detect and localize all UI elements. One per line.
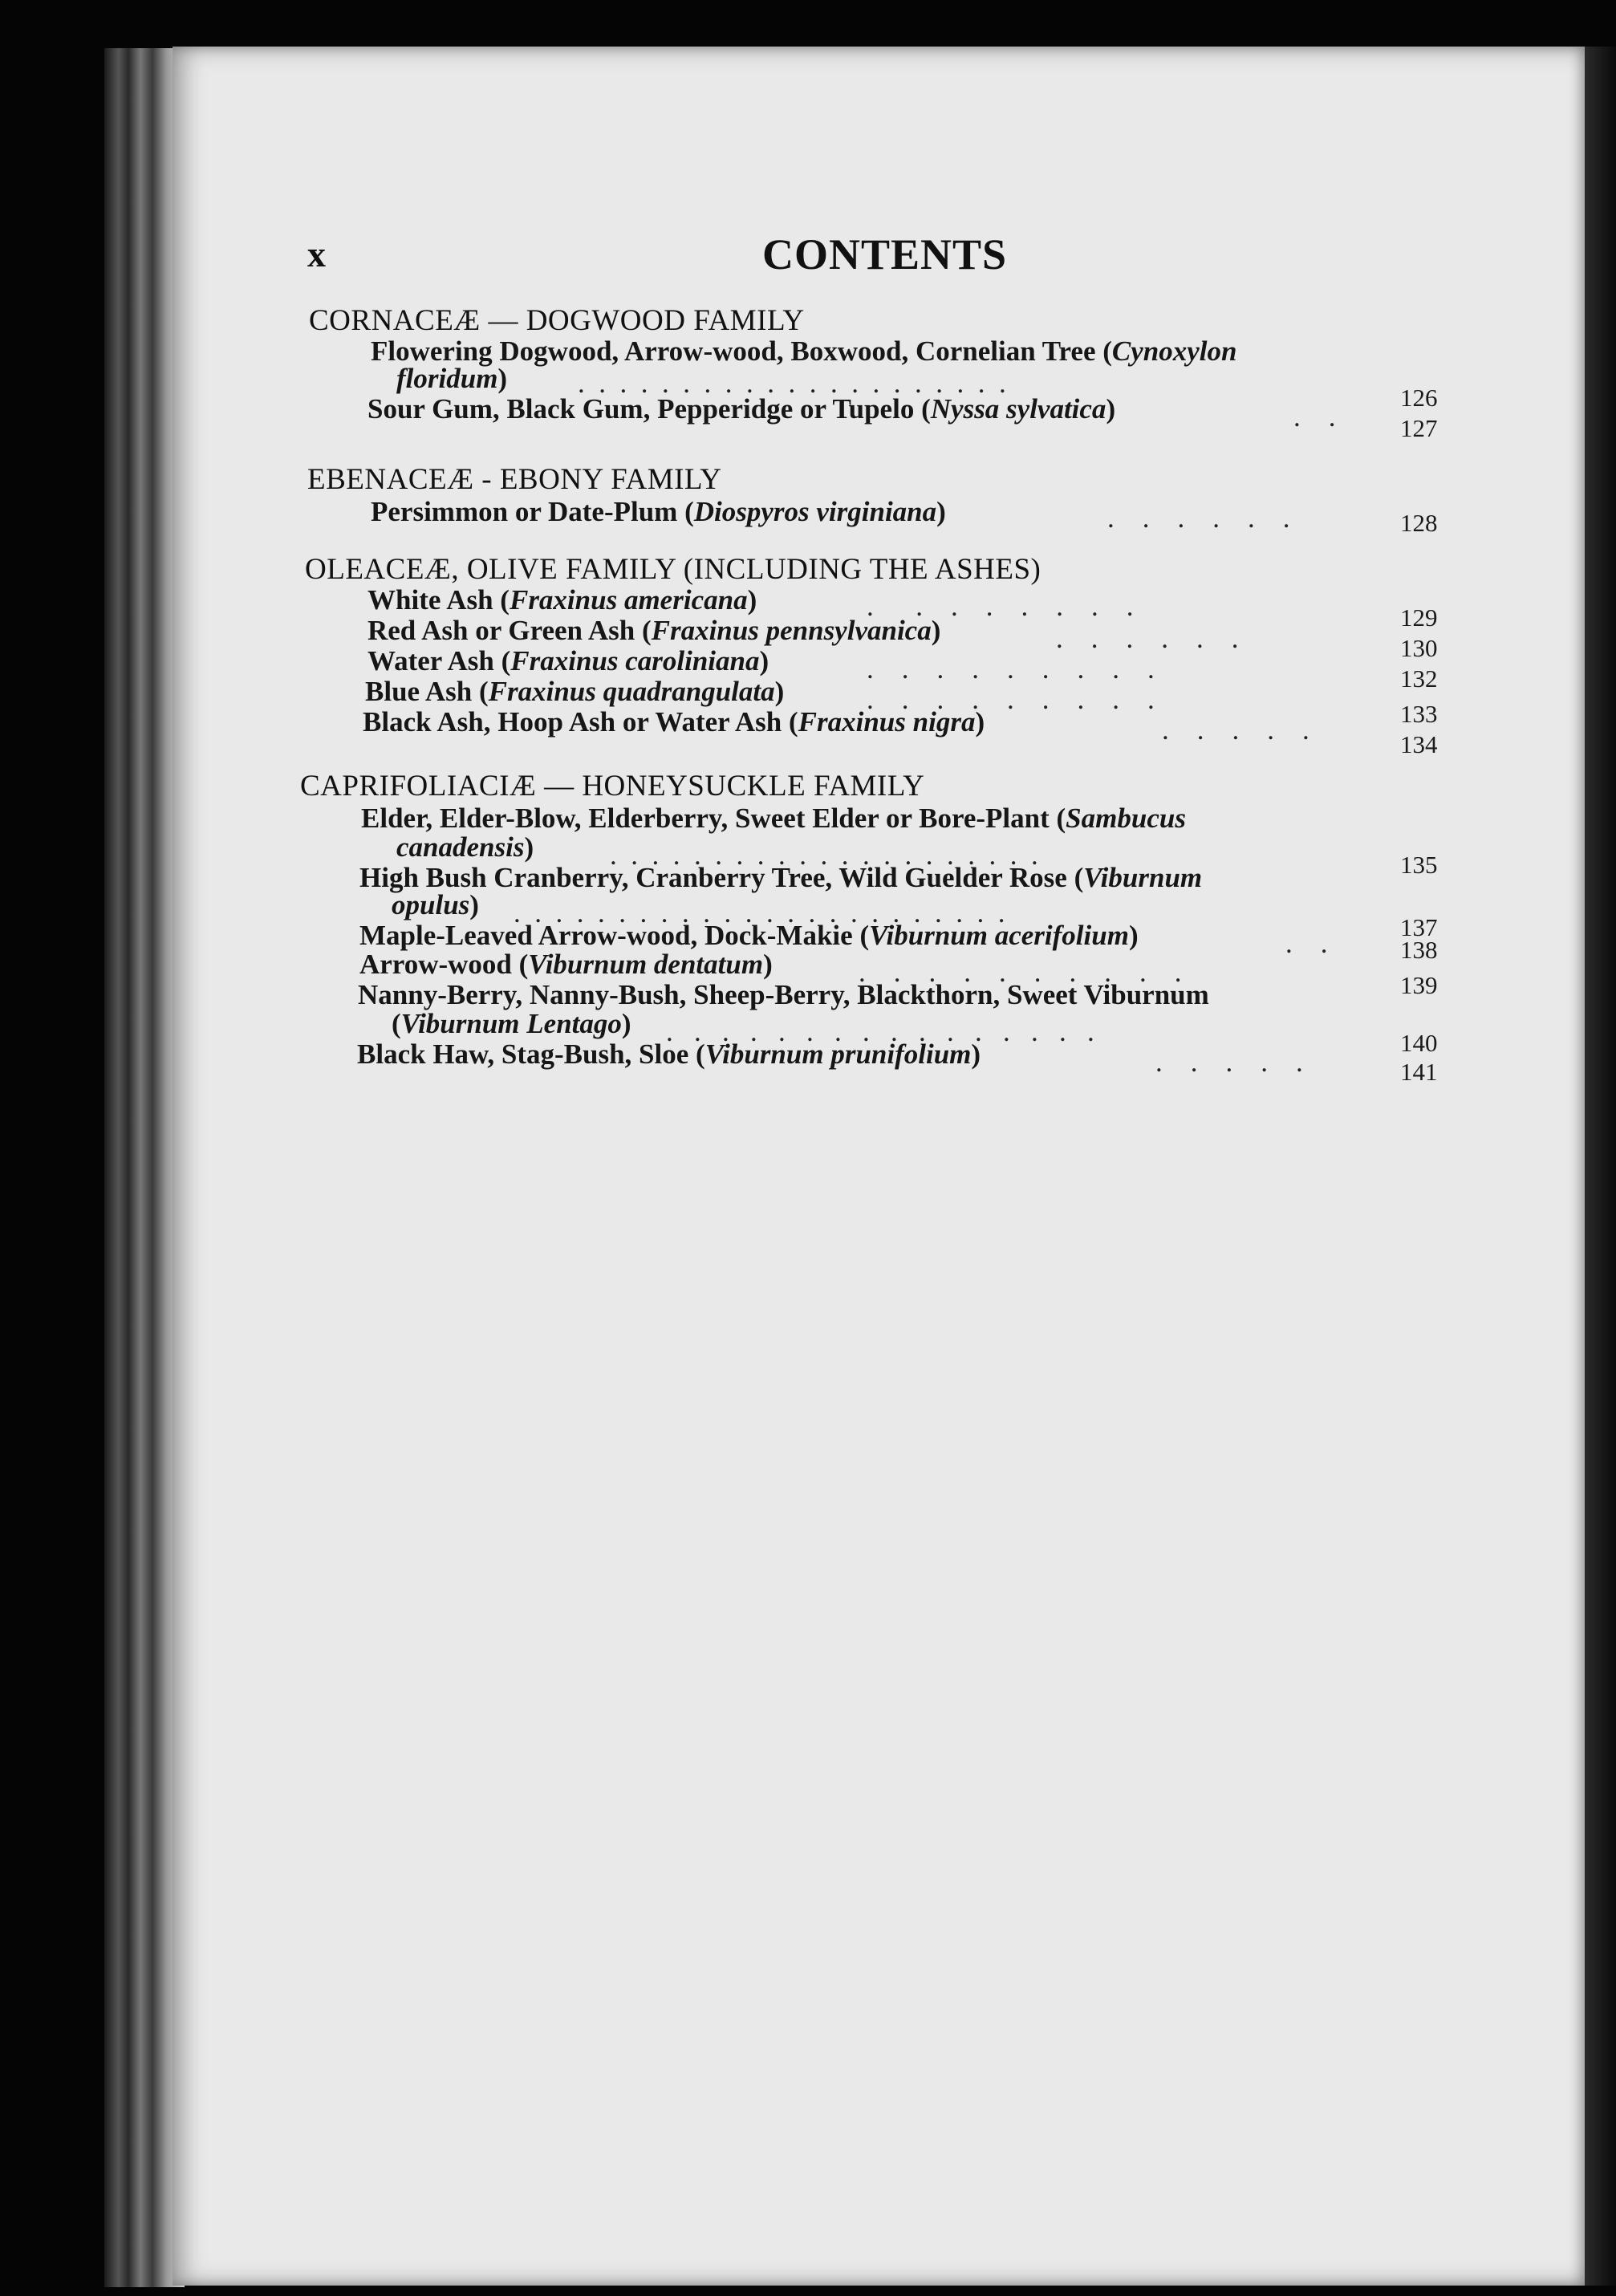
entry-text: Black Haw, Stag-Bush, Sloe ( (357, 1038, 705, 1070)
dot-leader: . . . . . . . . . (867, 684, 1155, 715)
entry-latin-name: Fraxinus quadrangulata (488, 676, 775, 707)
toc-entry-elder-cont (396, 831, 534, 864)
dot-leader: . . . . . . . . . . . . . . . . . . . . . (610, 839, 1038, 871)
toc-entry-sour-gum[interactable] (367, 393, 1115, 425)
entry-latin-name: Viburnum Lentago (400, 1008, 622, 1039)
entry-text: ) (931, 615, 941, 646)
toc-entry-nanny-berry[interactable] (358, 979, 1209, 1011)
dot-leader: . . . . . (1155, 1046, 1303, 1078)
dot-leader: . . . . . . (1056, 623, 1239, 654)
entry-latin-name: canadensis (396, 831, 525, 863)
toc-entry-black-ash[interactable] (363, 706, 985, 738)
toc-page-number: 139 (1400, 971, 1438, 999)
dot-leader: . . . . . . . . . . . . . . . . (666, 1016, 1094, 1047)
toc-entry-high-bush-cranberry[interactable] (359, 862, 1202, 894)
dot-leader: . . . . . . . . . (867, 653, 1155, 685)
entry-latin-name: Fraxinus caroliniana (510, 645, 760, 677)
dot-leader: . . (1285, 928, 1328, 959)
toc-entry-red-ash[interactable] (367, 615, 940, 647)
entry-text: Elder, Elder-Blow, Elderberry, Sweet Elder or Bore-Plant ( (361, 803, 1066, 834)
entry-latin-name: Viburnum (1083, 862, 1203, 893)
entry-text: Water Ash ( (367, 645, 511, 677)
entry-text: ) (971, 1038, 981, 1070)
family-heading-caprifoliaceae: CAPRIFOLIACIÆ — HONEYSUCKLE FAMILY (300, 770, 925, 803)
entry-text: Red Ash or Green Ash ( (367, 615, 652, 646)
entry-text: ( (392, 1008, 401, 1039)
entry-text: ) (469, 889, 479, 920)
toc-entry-elder[interactable] (361, 803, 1186, 835)
toc-page-number: 128 (1400, 509, 1438, 537)
toc-page-number: 130 (1400, 634, 1438, 662)
entry-latin-name: Viburnum prunifolium (704, 1038, 972, 1070)
entry-latin-name: Nyssa sylvatica (930, 393, 1106, 425)
entry-text: Arrow-wood ( (359, 949, 529, 980)
toc-entry-arrow-wood[interactable] (359, 949, 773, 981)
entry-text: White Ash ( (367, 584, 510, 616)
family-heading-oleaceae: OLEACEÆ, OLIVE FAMILY (INCLUDING THE ASHES) (305, 553, 1041, 586)
entry-text: Blue Ash ( (365, 676, 489, 707)
toc-page-number: 133 (1400, 700, 1438, 728)
page-title: CONTENTS (762, 230, 1008, 278)
dot-leader: . . . . . . . . (867, 591, 1134, 622)
toc-page-number: 132 (1400, 664, 1438, 693)
toc-page-number: 135 (1400, 851, 1438, 879)
dot-leader: . . . . . . . . . . . . . . . . . . . . . (578, 368, 1006, 399)
toc-entry-persimmon[interactable] (371, 496, 946, 528)
entry-latin-name: Sambucus (1066, 803, 1186, 834)
dot-leader: . . (1293, 401, 1336, 433)
entry-text: ) (759, 645, 769, 677)
page-edge-shadow (1585, 47, 1616, 2286)
toc-entry-water-ash[interactable] (367, 645, 769, 677)
entry-text: ) (524, 831, 534, 863)
entry-latin-name: Cynoxylon (1111, 335, 1237, 367)
entry-latin-name: Fraxinus nigra (798, 706, 976, 738)
toc-page-number: 129 (1400, 603, 1438, 632)
toc-entry-maple-leaved-arrow-wood[interactable] (359, 920, 1139, 952)
entry-text: ) (747, 584, 757, 616)
entry-text: ) (621, 1008, 631, 1039)
dot-leader: . . . . . . . . . . . . . . . . . . . . . . . . (514, 897, 1005, 929)
toc-page-number: 140 (1400, 1029, 1438, 1057)
entry-text: ) (1128, 920, 1139, 951)
entry-text: Persimmon or Date-Plum ( (371, 496, 694, 527)
dot-leader: . . . . . (1162, 714, 1309, 746)
toc-page-number: 138 (1400, 936, 1438, 964)
toc-page-number: 126 (1400, 384, 1438, 412)
toc-entry-high-bush-cranberry-cont (392, 889, 479, 921)
toc-page-number: 137 (1400, 913, 1438, 941)
toc-entry-black-haw[interactable] (357, 1038, 981, 1071)
entry-text: Nanny-Berry, Nanny-Bush, Sheep-Berry, Blackthorn, Sweet Viburnum (358, 979, 1209, 1010)
entry-text: ) (936, 496, 946, 527)
entry-text: ) (774, 676, 785, 707)
entry-latin-name: floridum (396, 363, 498, 394)
entry-latin-name: Diospyros virginiana (693, 496, 937, 527)
entry-text: ) (1106, 393, 1116, 425)
entry-latin-name: Viburnum dentatum (528, 949, 764, 980)
toc-page-number: 134 (1400, 730, 1438, 758)
toc-entry-white-ash[interactable] (367, 584, 757, 616)
toc-page-number: 127 (1400, 414, 1438, 442)
entry-latin-name: Fraxinus pennsylvanica (651, 615, 932, 646)
entry-text: ) (763, 949, 773, 980)
entry-latin-name: opulus (392, 889, 470, 920)
entry-latin-name: Viburnum acerifolium (869, 920, 1129, 951)
toc-page-number: 141 (1400, 1058, 1438, 1086)
page-number: x (307, 234, 326, 274)
family-heading-ebenaceae: EBENACEÆ - EBONY FAMILY (307, 463, 722, 496)
entry-text: High Bush Cranberry, Cranberry Tree, Wild Guelder Rose ( (359, 862, 1084, 893)
entry-text: ) (975, 706, 985, 738)
entry-text: Sour Gum, Black Gum, Pepperidge or Tupelo ( (367, 393, 931, 425)
entry-text: ) (497, 363, 508, 394)
dot-leader: . . . . . . . . . . (859, 957, 1182, 988)
toc-entry-nanny-berry-cont (392, 1008, 631, 1040)
family-heading-cornaceae: CORNACEÆ — DOGWOOD FAMILY (309, 304, 805, 337)
dot-leader: . . . . . . (1107, 502, 1290, 534)
entry-text: Black Ash, Hoop Ash or Water Ash ( (363, 706, 798, 738)
toc-entry-flowering-dogwood-cont (396, 363, 507, 395)
entry-text: Flowering Dogwood, Arrow-wood, Boxwood, Cornelian Tree ( (371, 335, 1112, 367)
toc-entry-blue-ash[interactable] (365, 676, 784, 708)
entry-text: Maple-Leaved Arrow-wood, Dock-Makie ( (359, 920, 870, 951)
entry-latin-name: Fraxinus americana (509, 584, 748, 616)
